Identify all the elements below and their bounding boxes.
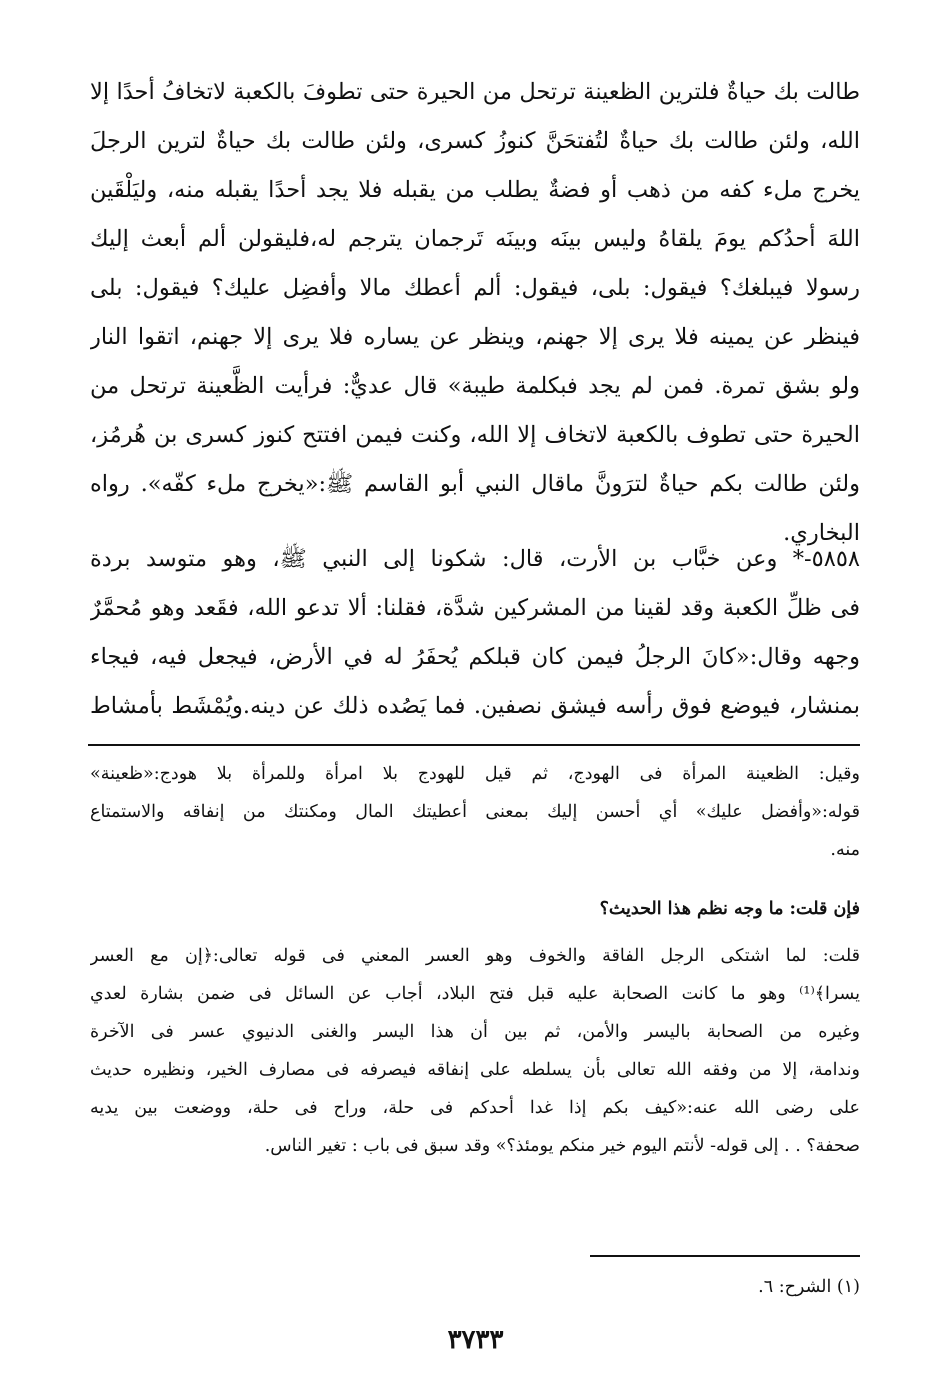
commentary-line: وندامة، إلا من وفقه الله تعالى بأن يسلطه على إنفاقه فيصرفه فى مصارف الخير، ونظيره حديث (90, 1060, 860, 1080)
text-line: وجهه وقال:«كانَ الرجلُ فيمن كان قبلكم يُحفَرُ له في الأرض، فيجعل فيه، فيجاء (90, 644, 860, 670)
text-line: ولو بشق تمرة. فمن لم يجد فبكلمة طيبة» قال عديٌّ: فرأيت الظَّعينة ترتحل من (90, 373, 860, 399)
text-line: فينظر عن يمينه فلا يرى إلا جهنم، وينظر عن يساره فلا يرى إلا جهنم، اتقوا النار (90, 324, 860, 350)
footnote-text: (١) الشرح: ٦. (758, 1277, 860, 1297)
commentary-block-1 (90, 755, 860, 869)
text-line: طالت بك حياةٌ فلترين الظعينة ترتحل من الحيرة حتى تطوفَ بالكعبة لاتخافُ أحدًا إلا (90, 79, 860, 105)
commentary-line: قوله:«وأفضل عليك» أي أحسن إليك بمعنى أعطيتك المال ومكنتك من إنفاقه والاستمتاع (90, 802, 860, 822)
commentary-divider (88, 744, 860, 746)
text-line: البخاري. (783, 520, 860, 546)
page-number: ٣٧٣٣ (447, 1325, 504, 1355)
footnote-divider (590, 1255, 860, 1257)
text-line: ٥٨٥٨-* وعن خبَّاب بن الأرت، قال: شكونا إلى النبي ﷺ، وهو متوسد بردة (90, 546, 860, 572)
commentary-line: وقيل: الظعينة المرأة فى الهودج، ثم قيل للهودج بلا امرأة وللمرأة بلا هودج:«ظعينة» (90, 764, 860, 784)
hadith-paragraph-1 (90, 68, 860, 558)
commentary-question (90, 890, 860, 928)
text-line: رسولا فيبلغك؟ فيقول: بلى، فيقول: ألم أعطك مالا وأفضِل عليك؟ فيقول: بلى (90, 275, 860, 301)
text-line: الحيرة حتى تطوف بالكعبة لاتخاف إلا الله، وكنت فيمن افتتح كنوز كسرى بن هُرمُز، (90, 422, 860, 448)
text-line: اللهَ أحدُكم يومَ يلقاهُ وليس بينَه وبينَه تَرجمان يترجم له،فليقولن ألم أبعث إليك (90, 226, 860, 252)
text-line: ولئن طالت بكم حياةٌ لترَونَّ ماقال النبي أبو القاسم ﷺ:«يخرج ملء كفّه». رواه (90, 471, 860, 497)
text-line: يخرج ملء كفه من ذهب أو فضةٌ يطلب من يقبله فلا يجد أحدًا يقبله منه، وليَلْقَين (90, 177, 860, 203)
hadith-paragraph-2 (90, 535, 860, 731)
text-line: بمنشار، فيوضع فوق رأسه فيشق نصفين. فما يَصُده ذلك عن دينه.ويُمْشَط بأمشاط (90, 693, 860, 719)
commentary-line: على رضى الله عنه:«كيف بكم إذا غدا أحدكم فى حلة، وراح فى حلة، ووضعت بين يديه (90, 1098, 860, 1118)
commentary-line: يسرا﴾⁽¹⁾ وهو ما كانت الصحابة عليه قبل فتح البلاد، أجاب عن السائل فى ضمن بشارة لعدي (90, 984, 860, 1004)
footnote (90, 1268, 860, 1306)
text-line: فى ظلِّ الكعبة وقد لقينا من المشركين شدَّة، فقلنا: ألا تدعو الله، فقَعد وهو مُحمَّرٌ (90, 595, 860, 621)
commentary-block-2 (90, 937, 860, 1165)
text-line: الله، ولئن طالت بك حياةٌ لتُفتحَنَّ كنوزُ كسرى، ولئن طالت بك حياةٌ لترين الرجلَ (90, 128, 860, 154)
commentary-line: قلت: لما اشتكى الرجل الفاقة والخوف وهو العسر المعني فى قوله تعالى:﴿إن مع العسر (90, 946, 860, 966)
commentary-line: وغيره من الصحابة باليسر والأمن، ثم بين أن هذا اليسر والغنى الدنيوي عسر فى الآخرة (90, 1022, 860, 1042)
question-line: فإن قلت: ما وجه نظم هذا الحديث؟ (599, 899, 860, 919)
commentary-line: صحفة؟ . . إلى قوله- لأنتم اليوم خير منكم يومئذ؟» وقد سبق فى باب : تغير الناس. (264, 1136, 860, 1156)
commentary-line: منه. (830, 840, 860, 860)
